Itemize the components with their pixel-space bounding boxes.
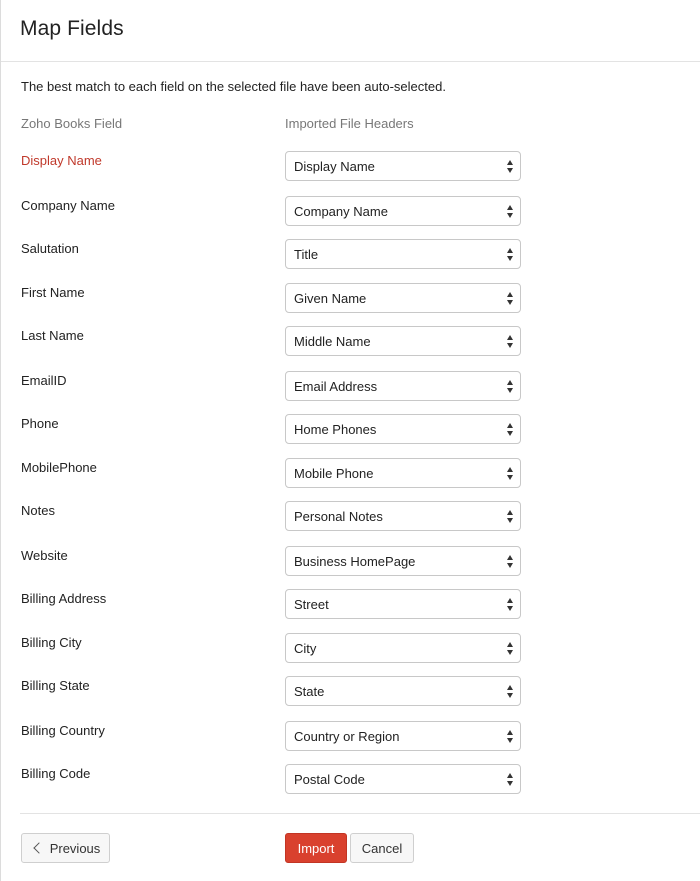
header-select-value: Personal Notes <box>294 509 383 524</box>
panel-header <box>1 0 700 62</box>
field-label: Billing Address <box>21 591 107 606</box>
header-select-value: Postal Code <box>294 772 365 787</box>
select-arrows-icon <box>507 423 514 436</box>
header-select[interactable] <box>285 721 521 751</box>
intro-text: The best match to each field on the selected file have been auto-selected. <box>21 79 446 94</box>
header-select[interactable] <box>285 414 521 444</box>
header-select-value: City <box>294 641 317 656</box>
column-header-imported-headers: Imported File Headers <box>285 116 414 131</box>
field-label: Billing State <box>21 678 90 693</box>
select-arrows-icon <box>507 292 514 305</box>
select-arrows-icon <box>507 380 514 393</box>
import-button[interactable] <box>285 833 347 863</box>
header-select-value: State <box>294 684 325 699</box>
select-arrows-icon <box>507 642 514 655</box>
header-select-value: Display Name <box>294 159 375 174</box>
header-select-value: Business HomePage <box>294 554 416 569</box>
select-arrows-icon <box>507 598 514 611</box>
field-label: First Name <box>21 285 85 300</box>
header-select[interactable] <box>285 546 521 576</box>
select-arrows-icon <box>507 248 514 261</box>
select-arrows-icon <box>507 160 514 173</box>
header-select[interactable] <box>285 458 521 488</box>
select-arrows-icon <box>507 205 514 218</box>
header-select-value: Company Name <box>294 204 388 219</box>
header-select[interactable] <box>285 283 521 313</box>
header-select[interactable] <box>285 633 521 663</box>
header-select[interactable] <box>285 676 521 706</box>
header-select[interactable] <box>285 501 521 531</box>
field-label: Last Name <box>21 328 84 343</box>
previous-button[interactable] <box>21 833 110 863</box>
field-label: Salutation <box>21 241 79 256</box>
column-header-zoho-field: Zoho Books Field <box>21 116 123 131</box>
header-select[interactable] <box>285 326 521 356</box>
header-select-value: Title <box>294 247 319 262</box>
header-select[interactable] <box>285 371 521 401</box>
cancel-button-label: Cancel <box>361 840 403 856</box>
header-select[interactable] <box>285 589 521 619</box>
chevron-left-icon <box>33 842 44 853</box>
field-label: Billing Code <box>21 766 91 781</box>
header-select-value: Street <box>294 597 329 612</box>
header-select[interactable] <box>285 764 521 794</box>
header-select[interactable] <box>285 239 521 269</box>
header-select-value: Country or Region <box>294 729 400 744</box>
header-select-value: Email Address <box>294 379 378 394</box>
select-arrows-icon <box>507 730 514 743</box>
select-arrows-icon <box>507 773 514 786</box>
header-select-value: Given Name <box>294 291 367 306</box>
header-select-value: Middle Name <box>294 334 371 349</box>
select-arrows-icon <box>507 685 514 698</box>
field-label: EmailID <box>21 373 67 388</box>
previous-button-label: Previous <box>49 840 101 856</box>
header-select[interactable] <box>285 151 521 181</box>
field-label: Billing City <box>21 635 82 650</box>
select-arrows-icon <box>507 467 514 480</box>
field-label: Billing Country <box>21 723 105 738</box>
select-arrows-icon <box>507 510 514 523</box>
import-button-label: Import <box>297 840 335 856</box>
field-label: Display Name <box>21 153 102 168</box>
field-label: Notes <box>21 503 55 518</box>
header-select-value: Home Phones <box>294 422 377 437</box>
field-label: Phone <box>21 416 59 431</box>
page-title: Map Fields <box>20 17 124 40</box>
cancel-button[interactable] <box>350 833 414 863</box>
header-select-value: Mobile Phone <box>294 466 374 481</box>
select-arrows-icon <box>507 555 514 568</box>
field-label: Company Name <box>21 198 115 213</box>
select-arrows-icon <box>507 335 514 348</box>
footer-divider <box>20 813 700 814</box>
field-label: Website <box>21 548 68 563</box>
header-select[interactable] <box>285 196 521 226</box>
field-label: MobilePhone <box>21 460 97 475</box>
